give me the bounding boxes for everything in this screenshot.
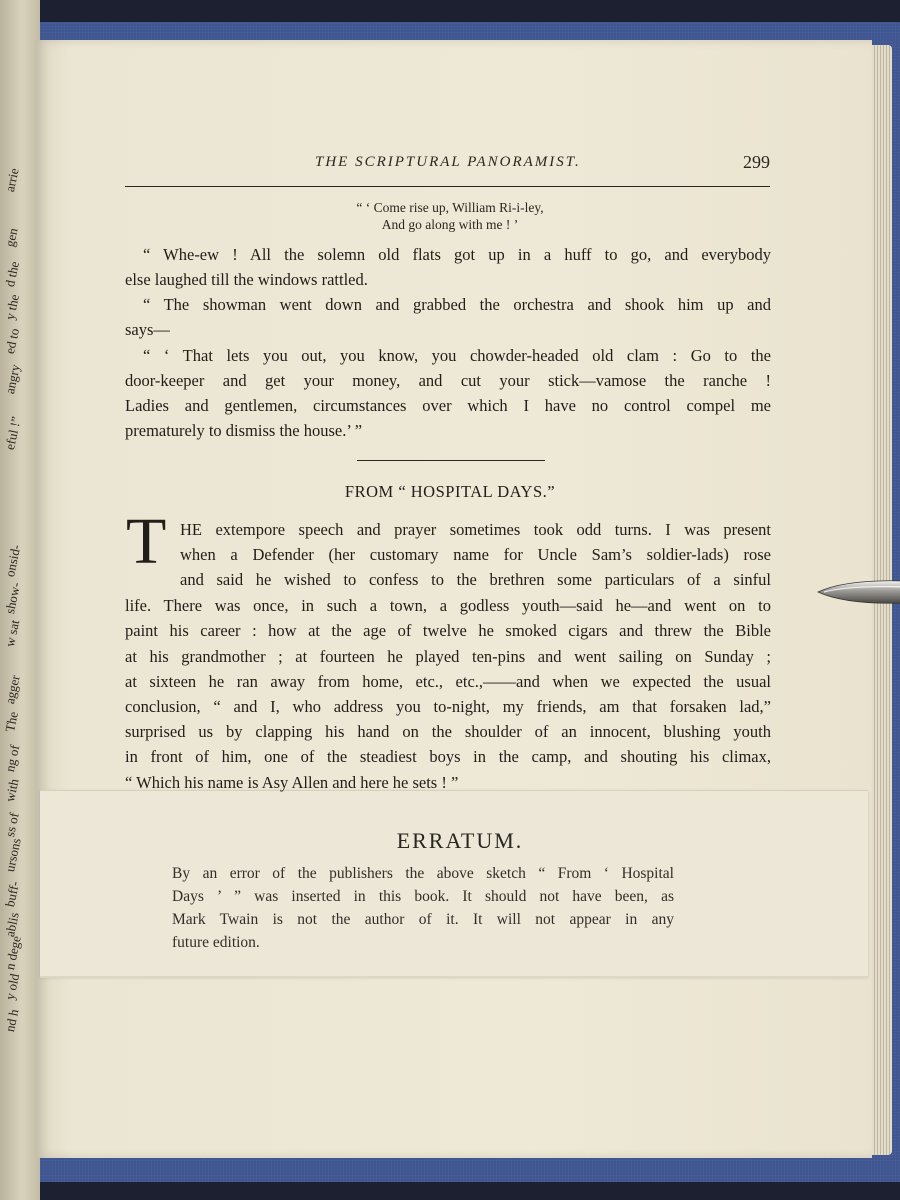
verse-quote xyxy=(0,199,900,233)
section-line: HE extempore speech and prayer sometimes took odd turns. I was present xyxy=(180,520,771,539)
running-head: THE SCRIPTURAL PANORAMIST. xyxy=(315,154,581,170)
left-page-fragment: ng of xyxy=(2,743,23,774)
erratum-title: ERRATUM. xyxy=(396,828,524,853)
page-header xyxy=(125,150,770,187)
section-line: in front of him, one of the steadiest boys in the camp, and shouting his climax, xyxy=(125,747,771,766)
section-line: and said he wished to confess to the brethren some particulars of a sinful xyxy=(180,570,771,589)
paragraph-line: door-keeper and get your money, and cut your stick—vamose the ranche ! xyxy=(125,371,771,390)
left-page-fragment: eful !” xyxy=(2,415,24,452)
paragraph-line: “ ‘ That lets you out, you know, you chowder-headed old clam : Go to the xyxy=(143,346,771,365)
left-page-fragment: y old xyxy=(2,972,23,1002)
left-page-fragment: onsid- xyxy=(2,543,24,579)
left-page-fragment: n dege xyxy=(2,934,24,972)
left-page-fragment: buff- xyxy=(2,879,23,909)
left-page-fragment: ablis xyxy=(2,910,22,939)
left-page-fragment: y the xyxy=(2,292,23,322)
drop-cap: T xyxy=(126,505,167,578)
page-number: 299 xyxy=(743,152,770,172)
section-line: at sixteen he ran away from home, etc., etc.,——and when we expected the usual xyxy=(125,672,771,691)
verse-line: “ ‘ Come rise up, William Ri-i-ley, xyxy=(356,200,544,215)
left-page-fragment: agger xyxy=(2,673,23,706)
paragraph-line: Ladies and gentlemen, circumstances over which I have no control compel me xyxy=(125,396,771,415)
section-line: at his grandmother ; at fourteen he played ten-pins and went sailing on Sunday ; xyxy=(125,647,771,666)
left-page-fragment: arrie xyxy=(2,166,22,194)
paragraph-line: prematurely to dismiss the house.’ ” xyxy=(125,421,363,440)
erratum-line: future edition. xyxy=(172,934,260,951)
section-heading: FROM “ HOSPITAL DAYS.” xyxy=(344,482,556,501)
erratum-line: Mark Twain is not the author of it. It will not appear in any xyxy=(172,911,674,928)
left-page-fragment: nd h xyxy=(2,1007,22,1034)
left-page-fragment: gen xyxy=(2,226,21,249)
erratum-line: Days ’ ” was inserted in this book. It should not have been, as xyxy=(172,888,674,905)
paragraph-line: else laughed till the windows rattled. xyxy=(125,270,368,289)
left-page-fragment: The xyxy=(2,710,21,734)
section-line: “ Which his name is Asy Allen and here he sets ! ” xyxy=(125,773,459,792)
erratum-line: By an error of the publishers the above sketch “ From ‘ Hospital xyxy=(172,865,674,882)
section-line: paint his career : how at the age of twelve he smoked cigars and threw the Bible xyxy=(125,621,771,640)
left-page-fragment: show- xyxy=(2,580,24,616)
left-page-fragment: ed to xyxy=(2,326,23,356)
left-page-fragment: angry xyxy=(2,363,23,396)
left-page-fragment: with xyxy=(2,777,22,804)
left-page-fragment: w sat xyxy=(2,618,23,649)
verse-line: And go along with me ! ’ xyxy=(381,217,519,232)
section-line: surprised us by clapping his hand on the shoulder of an innocent, blushing youth xyxy=(125,722,771,741)
left-page-fragment: ursons xyxy=(2,836,24,874)
left-page-edge xyxy=(0,0,40,1200)
left-page-fragment: d the xyxy=(2,259,23,289)
section-line: conclusion, “ and I, who address you to-night, my friends, am that forsaken lad,” xyxy=(125,697,771,716)
slip-edge xyxy=(40,976,868,978)
left-page-fragment: ss of xyxy=(2,811,22,839)
paragraph-line: “ The showman went down and grabbed the orchestra and shook him up and xyxy=(143,295,771,314)
section-line: life. There was once, in such a town, a godless youth—said he—and went on to xyxy=(125,596,771,615)
section-line: when a Defender (her customary name for Uncle Sam’s soldier-lads) rose xyxy=(180,545,771,564)
paragraph-line: says— xyxy=(125,320,170,339)
paragraph-line: “ Whe-ew ! All the solemn old flats got up in a huff to go, and everybody xyxy=(143,245,771,264)
section-divider xyxy=(357,460,545,461)
letter-opener-icon xyxy=(816,575,900,609)
